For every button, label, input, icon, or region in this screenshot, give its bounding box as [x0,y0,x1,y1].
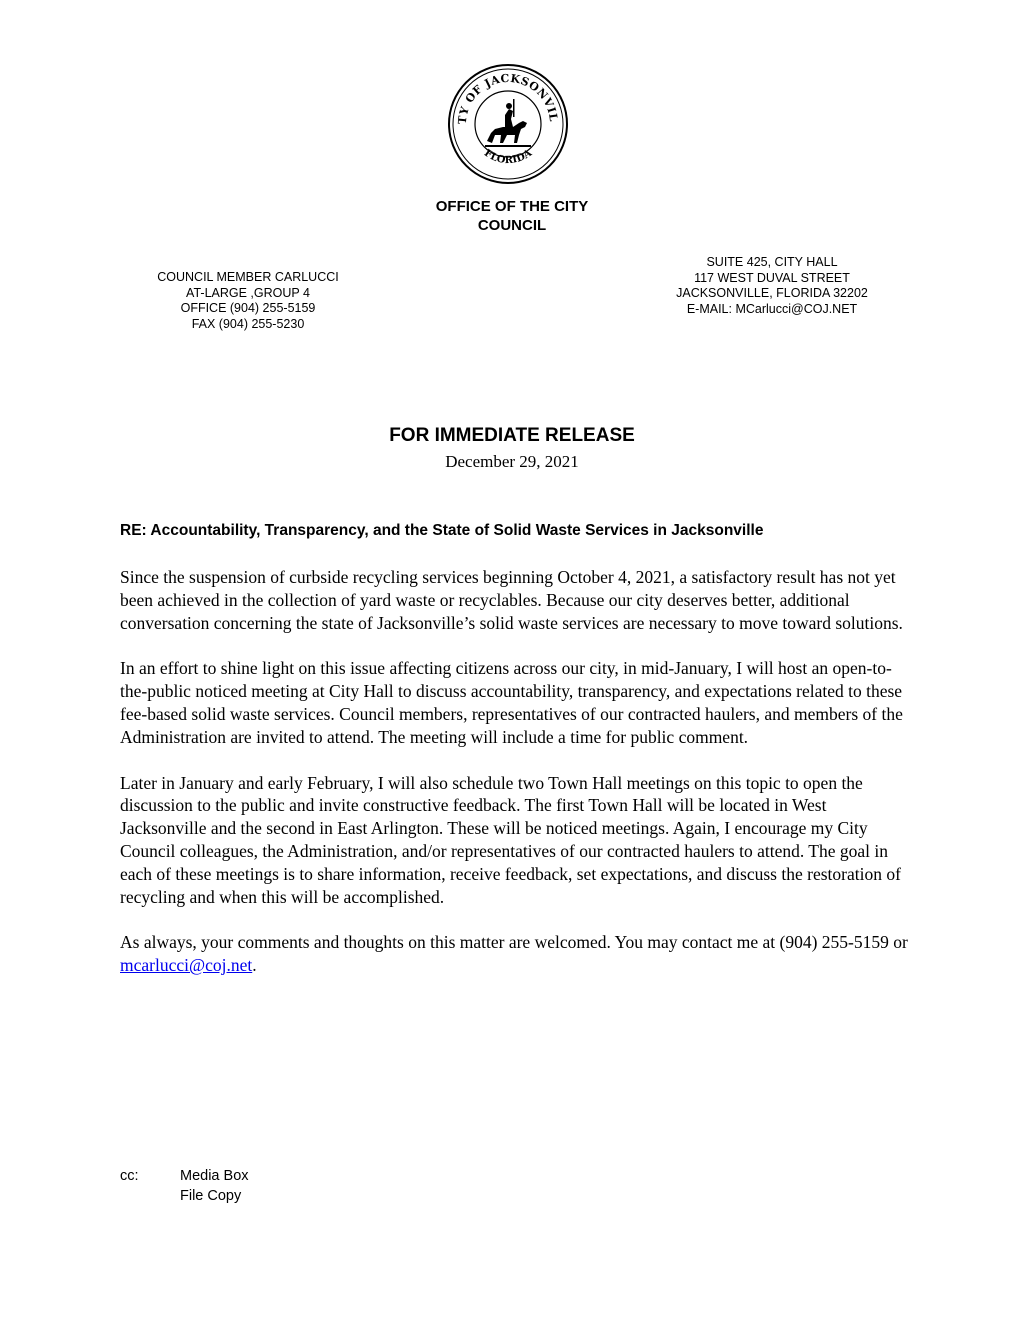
office-phone: OFFICE (904) 255-5159 [180,301,316,315]
release-date: December 29, 2021 [445,452,579,471]
cc-item: File Copy [180,1188,242,1204]
contact-sentence: As always, your comments and thoughts on this matter are welcomed. You may contact me at (904) 255-5159 or [120,932,908,953]
body-paragraph-4 [120,931,910,977]
seal-bottom-text: FLORIDA [481,147,535,167]
address-block [642,255,902,317]
cc-list [180,1166,249,1206]
city-seal [447,63,569,185]
svg-text:CITY OF JACKSONVILLE [447,63,560,125]
council-member-name: COUNCIL MEMBER CARLUCCI [157,270,339,284]
cc-label: cc: [120,1168,139,1184]
svg-text:FLORIDA [482,148,534,166]
body-paragraph-2: In an effort to shine light on this issue affecting citizens across our city, in mid-January, I will host an open-to-the-public noticed meeting at City Hall to discuss accountability, transparency, and expectations related to these fee-based solid waste services. Council members, representatives of our contracted haulers, and members of the Administration are invited to attend. The meeting will include a time for public comment. [120,658,903,747]
contact-sentence-end: . [252,955,257,976]
council-member-contact-block [120,270,376,332]
body-paragraph-3: Later in January and early February, I will also schedule two Town Hall meetings on this topic to open the discussion to the public and invite constructive feedback. The first Town Hall will be located in West Jacksonville and the second in East Arlington. These will be noticed meetings. Again, I encourage my City Council colleagues, the Administration, and/or representatives of our contracted haulers to attend. The goal in each of these meetings is to share information, receive feedback, set expectations, and discuss the restoration of recycling and when this will be accomplished. [120,772,901,907]
subject-line: RE: Accountability, Transparency, and the State of Solid Waste Services in Jacksonville [120,522,764,539]
city-state-zip-line: JACKSONVILLE, FLORIDA 32202 [676,286,868,300]
fax-number: FAX (904) 255-5230 [191,316,305,331]
letter-body [120,566,910,1000]
email-line: E-MAIL: MCarlucci@COJ.NET [686,301,858,316]
seal-top-text: TY OF JACKSONVIL [455,71,561,125]
email-link[interactable]: mcarlucci@coj.net [120,955,253,976]
street-line: 117 WEST DUVAL STREET [694,270,850,285]
office-title-line1: OFFICE OF THE CITY [435,198,589,215]
office-title [362,197,662,235]
council-member-seat: AT-LARGE ,GROUP 4 [186,285,310,300]
release-title: FOR IMMEDIATE RELEASE [389,425,635,446]
cc-item: Media Box [180,1168,249,1184]
body-paragraph-1: Since the suspension of curbside recycling services beginning October 4, 2021, a satisfactory result has not yet been achieved in the collection of yard waste or recyclables. Because our city deserves better, additional conversation concerning the state of Jacksonville’s solid waste services are necessary to move toward solutions. [120,567,903,633]
suite-line: SUITE 425, CITY HALL [706,255,838,269]
office-title-line2: COUNCIL [477,217,547,234]
